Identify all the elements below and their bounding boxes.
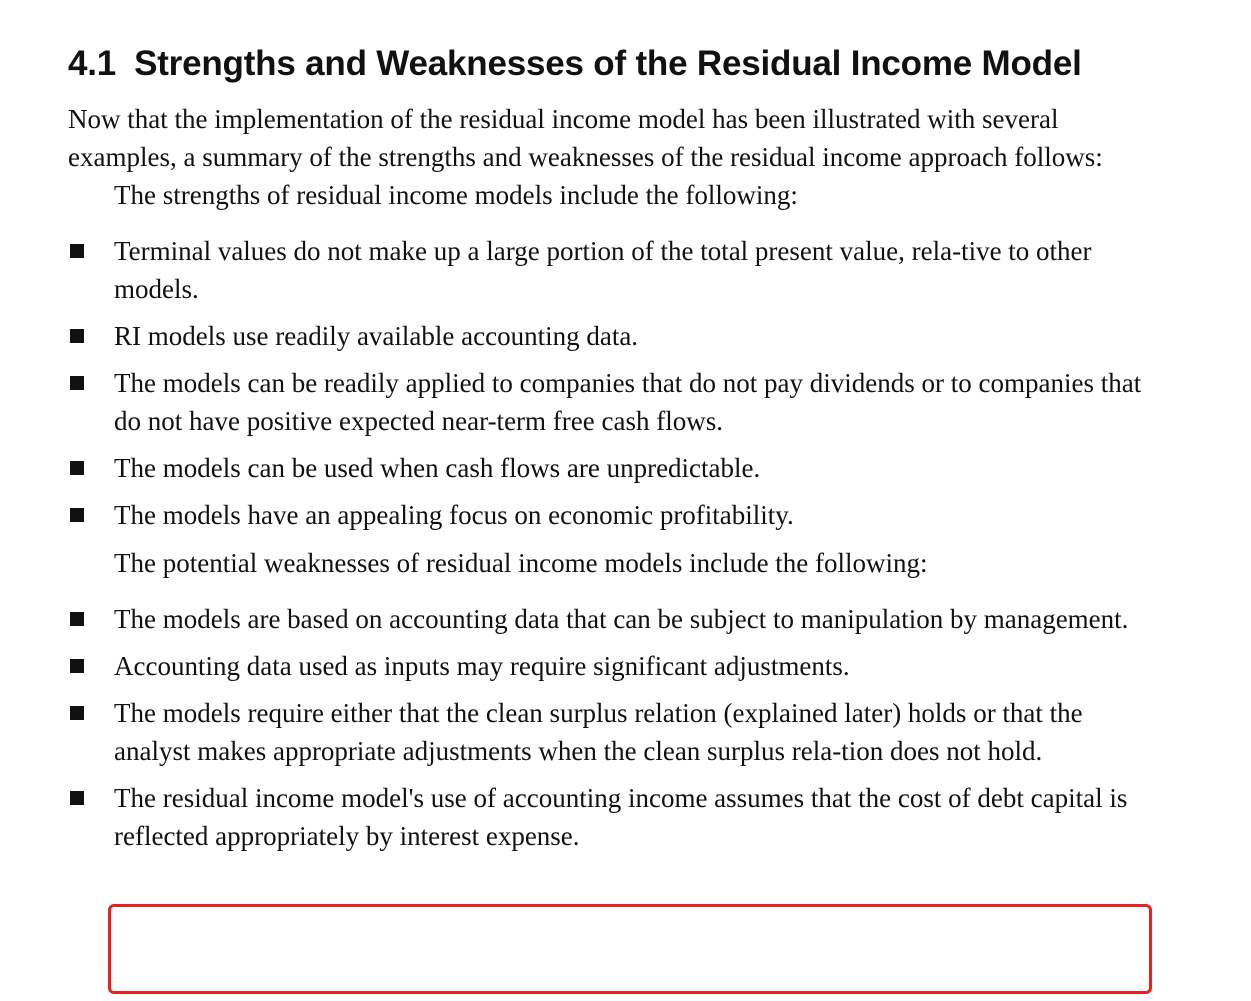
square-bullet-icon — [70, 329, 84, 343]
weakness-text: Accounting data used as inputs may require significant adjustments. — [114, 651, 850, 681]
strength-item — [68, 232, 1178, 308]
square-bullet-icon — [70, 791, 84, 805]
weakness-item — [68, 694, 1178, 770]
weaknesses-list — [68, 600, 1178, 855]
weakness-item — [68, 779, 1178, 855]
weaknesses-lead: The potential weaknesses of residual income models include the following: — [114, 548, 928, 578]
weakness-text: The models are based on accounting data that can be subject to manipulation by management. — [114, 604, 1129, 634]
section-heading — [68, 40, 1178, 88]
square-bullet-icon — [70, 244, 84, 258]
intro-paragraph: Now that the implementation of the residual income model has been illustrated with several examples, a summary of the strengths and weaknesses of the residual income approach follows: — [68, 104, 1103, 172]
strengths-lead: The strengths of residual income models include the following: — [114, 180, 798, 210]
strength-text: The models can be used when cash flows are unpredictable. — [114, 453, 761, 483]
section-number: 4.1 — [68, 44, 117, 83]
document-page — [68, 40, 1178, 864]
strength-text: The models can be readily applied to companies that do not pay dividends or to companies that do not have positive expected near-term free cash flows. — [114, 368, 1142, 436]
weakness-item — [68, 600, 1178, 638]
square-bullet-icon — [70, 612, 84, 626]
strength-item — [68, 449, 1178, 487]
square-bullet-icon — [70, 376, 84, 390]
strengths-list — [68, 232, 1178, 534]
strength-text: The models have an appealing focus on economic profitability. — [114, 500, 794, 530]
square-bullet-icon — [70, 659, 84, 673]
weakness-text-highlighted: The residual income model's use of accounting income assumes that the cost of debt capital is reflected appropriately by interest expense. — [114, 783, 1128, 851]
square-bullet-icon — [70, 508, 84, 522]
section-title: Strengths and Weaknesses of the Residual Income Model — [134, 44, 1082, 83]
strength-item — [68, 364, 1178, 440]
strength-text: Terminal values do not make up a large portion of the total present value, rela-tive to other models. — [114, 236, 1092, 304]
strength-text: RI models use readily available accounting data. — [114, 321, 639, 351]
strength-item — [68, 317, 1178, 355]
square-bullet-icon — [70, 461, 84, 475]
strength-item — [68, 496, 1178, 534]
highlight-box — [108, 904, 1152, 994]
weakness-item — [68, 647, 1178, 685]
weakness-text: The models require either that the clean surplus relation (explained later) holds or that the analyst makes appropriate adjustments when the clean surplus rela-tion does not hold. — [114, 698, 1083, 766]
square-bullet-icon — [70, 706, 84, 720]
